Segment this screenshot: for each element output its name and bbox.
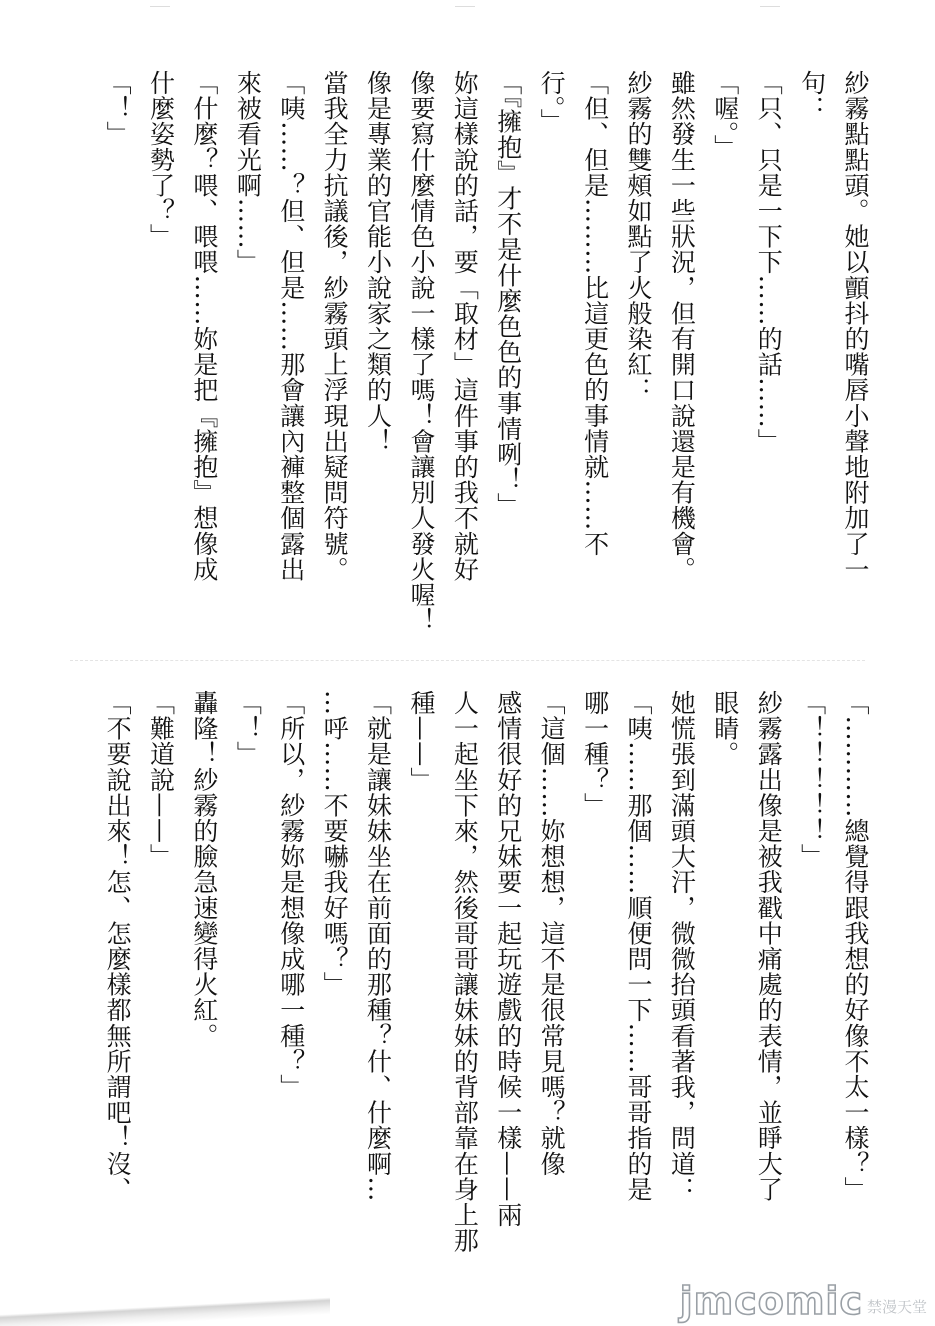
text-column: 「這個……妳想想，這不是很常見嗎？就像 xyxy=(537,690,567,1177)
text-column: 人一起坐下來，然後哥哥讓妹妹的背部靠在身上那 xyxy=(450,690,480,1254)
text-column: 「只、只是一下下……的話……」 xyxy=(754,70,784,454)
text-column: 「就是讓妹妹坐在前面的那種？什、什麼啊… xyxy=(363,690,393,1202)
crop-mark xyxy=(760,6,780,7)
text-column: 當我全力抗議後，紗霧頭上浮現出疑問符號。 xyxy=(320,70,350,582)
text-column: 「咦……？但、但是……那會讓內褲整個露出 xyxy=(276,70,306,582)
text-column: 「！」 xyxy=(233,690,263,767)
text-column: 「！」 xyxy=(103,70,133,147)
text-column: 轟隆！紗霧的臉急速變得火紅。 xyxy=(189,690,219,1049)
text-column: 「但、但是………比這更色的事情就……不 xyxy=(580,70,610,557)
text-column: 行。」 xyxy=(537,70,567,135)
text-column: 來被看光啊……」 xyxy=(233,70,263,275)
text-column: 句： xyxy=(797,70,827,122)
text-column: …呼……不要嚇我好嗎？」 xyxy=(320,690,350,998)
text-column: 種——」 xyxy=(406,690,436,793)
text-column: 雖然發生一些狀況，但有開口說還是有機會。 xyxy=(667,70,697,582)
text-column: 眼睛。 xyxy=(710,690,740,767)
text-column: 「什麼？喂、喂喂……妳是把『擁抱』想像成 xyxy=(189,70,219,582)
text-column: 「難道說——」 xyxy=(146,690,176,870)
text-column: 感情很好的兄妹要一起玩遊戲的時候一樣——兩 xyxy=(493,690,523,1228)
crop-mark xyxy=(455,6,475,7)
page-divider xyxy=(70,660,865,661)
text-column: 她慌張到滿頭大汗，微微抬頭看著我，問道： xyxy=(667,690,697,1202)
crop-mark xyxy=(150,6,170,7)
watermark-subtitle: 禁漫天堂 xyxy=(866,1298,927,1316)
text-column: 「…………總覺得跟我想的好像不太一樣？」 xyxy=(841,690,870,1202)
text-column: 「所以，紗霧妳是想像成哪一種？」 xyxy=(276,690,306,1100)
text-column: 妳這樣說的話，要「取材」這件事的我不就好 xyxy=(450,70,480,582)
text-column: 「『擁抱』才不是什麼色色的事情咧！」 xyxy=(493,70,523,519)
text-column: 「咦……那個……順便問一下……哥哥指的是 xyxy=(623,690,653,1202)
watermark-logo: jmcomic xyxy=(679,1279,863,1323)
text-column: 像要寫什麼情色小說一樣了嗎！會讓別人發火喔！ xyxy=(406,70,436,634)
text-column: 紗霧的雙頰如點了火般染紅： xyxy=(623,70,653,403)
watermark xyxy=(679,1279,927,1323)
text-column: 「！！！！！」 xyxy=(797,690,827,870)
text-column: 「喔。」 xyxy=(710,70,740,160)
text-column: 紗霧露出像是被我戳中痛處的表情，並睜大了 xyxy=(754,690,784,1202)
upper-text-block xyxy=(96,70,877,634)
text-column: 「不要說出來！怎、怎麼樣都無所謂吧！沒、 xyxy=(103,690,133,1202)
lower-text-block xyxy=(96,690,877,1254)
scan-shadow xyxy=(0,1294,330,1326)
text-column: 什麼姿勢了？」 xyxy=(146,70,176,250)
text-column: 像是專業的官能小說家之類的人！ xyxy=(363,70,393,454)
text-column: 紗霧點點頭。她以顫抖的嘴唇小聲地附加了一 xyxy=(841,70,870,582)
text-column: 哪一種？」 xyxy=(580,690,610,818)
